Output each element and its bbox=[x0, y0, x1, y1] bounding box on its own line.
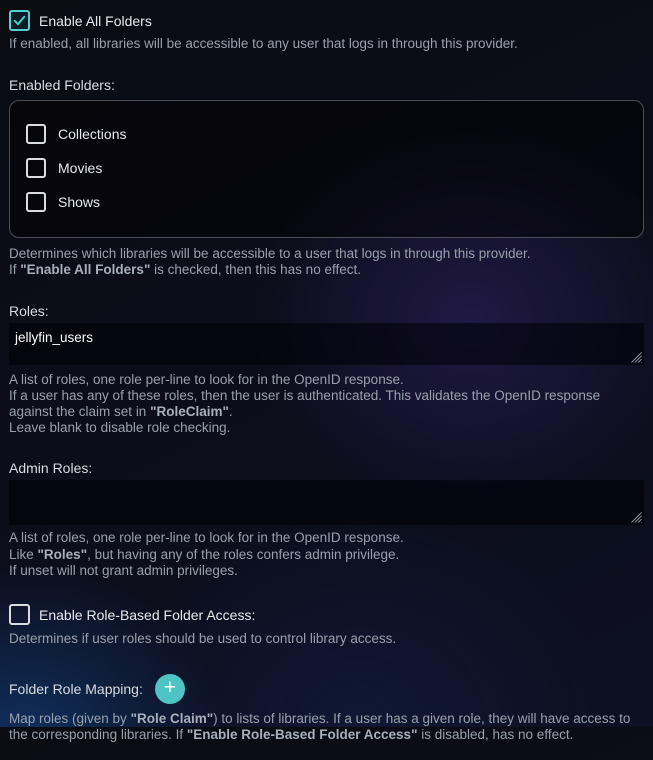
resize-handle-icon[interactable] bbox=[629, 350, 642, 363]
folder-shows-label: Shows bbox=[58, 194, 101, 211]
enable-all-folders-row bbox=[9, 10, 644, 31]
folder-option-row bbox=[26, 158, 627, 178]
admin-roles-textarea-wrap bbox=[9, 480, 644, 525]
role-based-folder-access-row bbox=[9, 604, 644, 625]
folder-movies-label: Movies bbox=[58, 160, 103, 177]
folder-collections-checkbox[interactable] bbox=[26, 124, 46, 144]
enabled-folders-fieldset bbox=[9, 100, 644, 238]
enable-all-folders-label: Enable All Folders bbox=[39, 12, 152, 29]
roles-textarea[interactable] bbox=[9, 323, 644, 365]
enabled-folders-description: Determines which libraries will be accessible to a user that logs in through this provider. If "Enable All Folders" is checked, then this has no effect. bbox=[9, 246, 531, 278]
folder-movies-checkbox[interactable] bbox=[26, 158, 46, 178]
admin-roles-label: Admin Roles: bbox=[9, 460, 93, 477]
folder-shows-checkbox[interactable] bbox=[26, 192, 46, 212]
folder-option-row bbox=[26, 192, 627, 212]
folder-collections-label: Collections bbox=[58, 126, 127, 143]
enable-all-folders-checkbox[interactable] bbox=[9, 10, 30, 31]
folder-option-row bbox=[26, 124, 627, 144]
role-based-folder-access-checkbox[interactable] bbox=[9, 604, 30, 625]
enabled-folders-label: Enabled Folders: bbox=[9, 77, 115, 94]
roles-textarea-wrap bbox=[9, 323, 644, 365]
role-based-folder-access-description: Determines if user roles should be used to control library access. bbox=[9, 631, 397, 647]
admin-roles-textarea[interactable] bbox=[9, 480, 644, 525]
roles-label: Roles: bbox=[9, 302, 49, 319]
folder-role-mapping-row bbox=[9, 674, 644, 704]
checkmark-icon bbox=[12, 13, 27, 28]
resize-handle-icon[interactable] bbox=[629, 510, 642, 523]
roles-description: A list of roles, one role per-line to look for in the OpenID response. If a user has any of these roles, then the user is authenticated. This validates the OpenID response against the claim set in "RoleClaim". Leave blank to disable role checking. bbox=[9, 371, 601, 436]
enable-all-folders-description: If enabled, all libraries will be accessible to any user that logs in through this provider. bbox=[9, 36, 518, 51]
plus-icon: + bbox=[163, 676, 176, 700]
role-based-folder-access-label: Enable Role-Based Folder Access: bbox=[39, 606, 256, 623]
admin-roles-description: A list of roles, one role per-line to look for in the OpenID response. Like "Roles", but having any of the roles confers admin privilege. If unset will not grant admin privileges. bbox=[9, 530, 404, 578]
folder-role-mapping-label: Folder Role Mapping: bbox=[9, 681, 143, 698]
folder-role-mapping-description: Map roles (given by "Role Claim") to lists of libraries. If a user has a given role, they will have access to the corresponding libraries. If "Enable Role-Based Folder Access" is disabled, has no effect. bbox=[9, 711, 631, 743]
add-folder-role-mapping-button[interactable] bbox=[155, 674, 185, 704]
